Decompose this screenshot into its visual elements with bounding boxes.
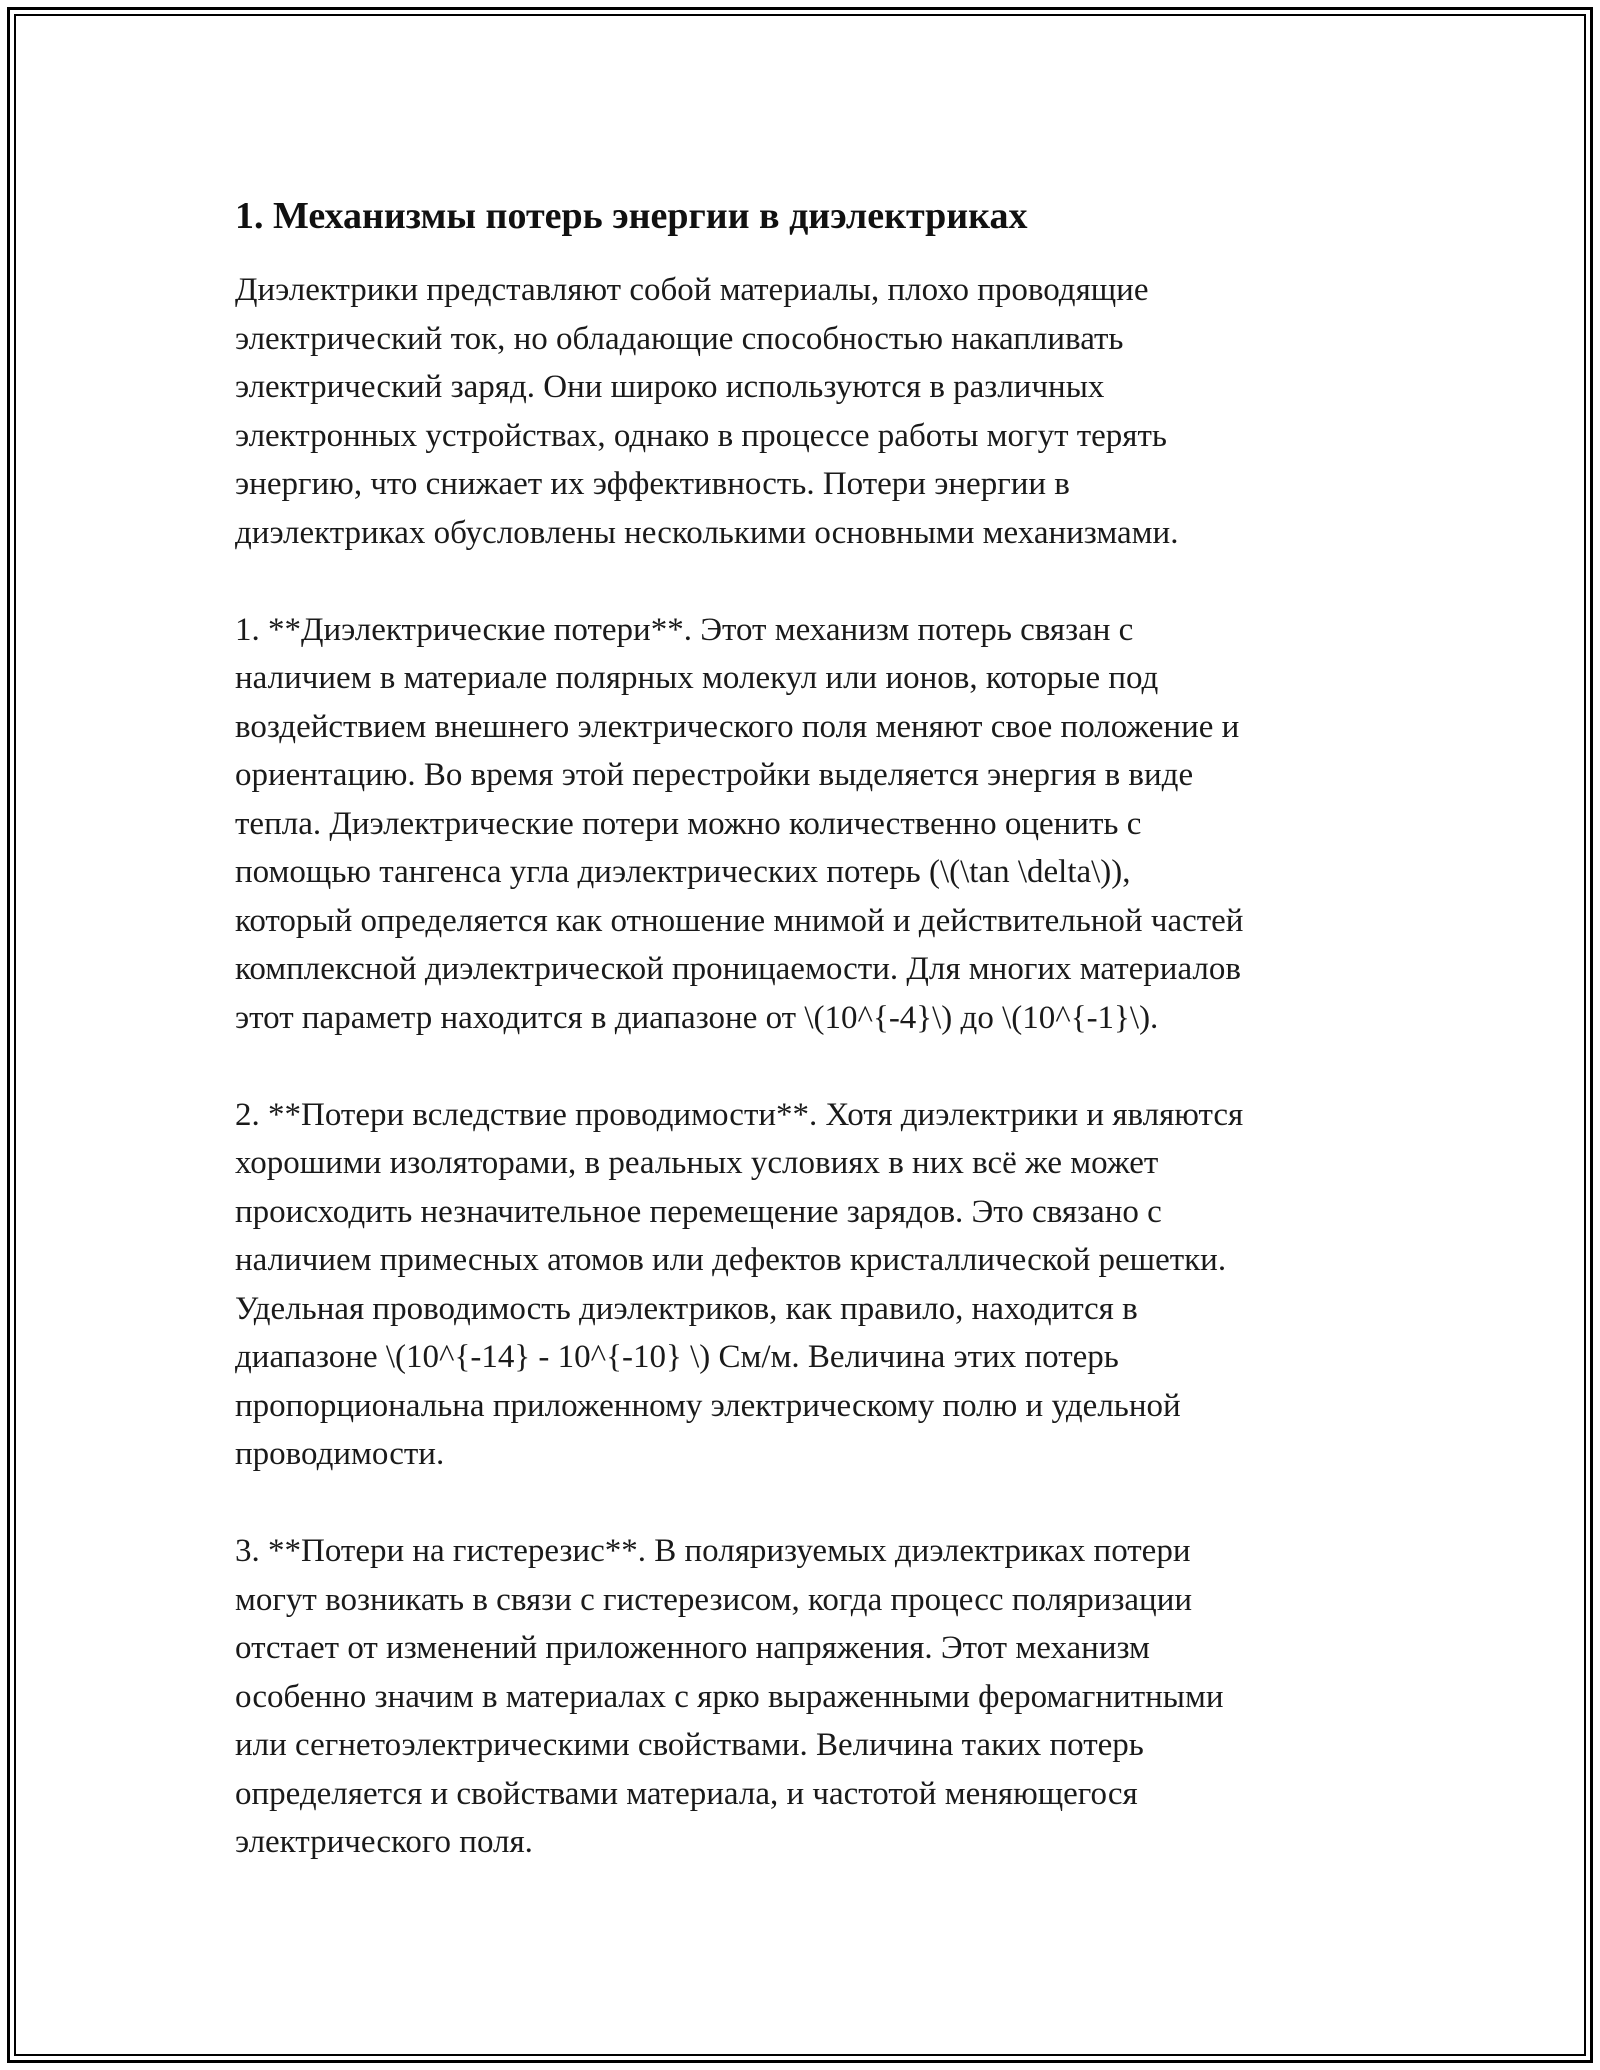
text-line: энергию, что снижает их эффективность. Потери энергии в xyxy=(235,466,1070,502)
text-line: электрического поля. xyxy=(235,1824,533,1860)
text-line: могут возникать в связи с гистерезисом, когда процесс поляризации xyxy=(235,1581,1193,1618)
text-line: электрический ток, но обладающие способностью накапливать xyxy=(235,320,1124,357)
text-line: наличием в материале полярных молекул или ионов, которые под xyxy=(235,660,1159,696)
text-line: 2. **Потери вследствие проводимости**. Хотя диэлектрики и являются xyxy=(235,1096,1244,1133)
text-line: или сегнетоэлектрическими свойствами. Величина таких потерь xyxy=(235,1727,1144,1763)
text-line: электрический заряд. Они широко используются в различных xyxy=(235,369,1105,405)
text-line: воздействием внешнего электрического поля меняют свое положение и xyxy=(235,708,1240,745)
text-line: этот параметр находится в диапазоне от \(10^{-4}\) до \(10^{-1}\). xyxy=(235,999,1159,1036)
text-line: Диэлектрики представляют собой материалы, плохо проводящие xyxy=(235,272,1149,308)
text-line: комплексной диэлектрической проницаемости. Для многих материалов xyxy=(235,951,1241,987)
text-line: особенно значим в материалах с ярко выраженными феромагнитными xyxy=(235,1678,1224,1715)
text-line: наличием примесных атомов или дефектов кристаллической решетки. xyxy=(235,1242,1227,1278)
text-line: электронных устройствах, однако в процессе работы могут терять xyxy=(235,417,1167,454)
paragraph-intro xyxy=(235,266,1370,557)
section-title: 1. Механизмы потерь энергии в диэлектриках xyxy=(235,195,1028,237)
text-line: помощью тангенса угла диэлектрических потерь (\(\tan \delta\)), xyxy=(235,854,1131,890)
text-line: 1. **Диэлектрические потери**. Этот механизм потерь связан с xyxy=(235,611,1134,648)
text-line: Удельная проводимость диэлектриков, как правило, находится в xyxy=(235,1290,1138,1327)
text-line: отстает от изменений приложенного напряжения. Этот механизм xyxy=(235,1630,1150,1666)
paragraph-hysteresis-losses xyxy=(235,1527,1370,1867)
text-line: происходить незначительное перемещение зарядов. Это связано с xyxy=(235,1193,1162,1230)
document-body xyxy=(235,188,1370,1915)
paragraph-dielectric-losses xyxy=(235,606,1370,1043)
text-line: хорошими изоляторами, в реальных условиях в них всё же может xyxy=(235,1145,1159,1181)
text-line: который определяется как отношение мнимой и действительной частей xyxy=(235,902,1244,939)
paragraph-conduction-losses xyxy=(235,1091,1370,1479)
text-line: диэлектриках обусловлены несколькими основными механизмами. xyxy=(235,514,1179,551)
text-line: ориентацию. Во время этой перестройки выделяется энергия в виде xyxy=(235,757,1194,793)
text-line: 3. **Потери на гистерезис**. В поляризуемых диэлектриках потери xyxy=(235,1533,1191,1569)
text-line: пропорциональна приложенному электрическому полю и удельной xyxy=(235,1387,1181,1424)
text-line: диапазоне \(10^{-14} - 10^{-10} \) См/м. Величина этих потерь xyxy=(235,1339,1119,1375)
text-line: определяется и свойствами материала, и частотой меняющегося xyxy=(235,1775,1138,1812)
text-line: тепла. Диэлектрические потери можно количественно оценить с xyxy=(235,805,1142,842)
text-line: проводимости. xyxy=(235,1436,445,1472)
